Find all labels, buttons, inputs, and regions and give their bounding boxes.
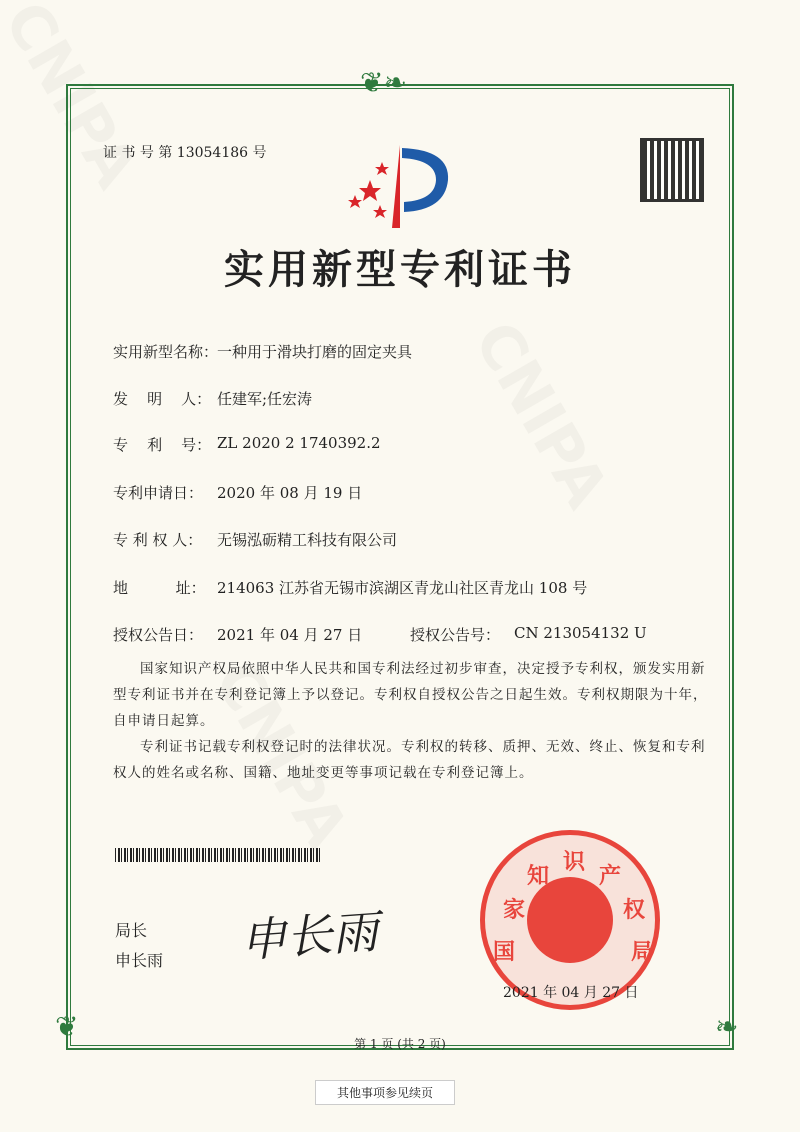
field-label: 授权公告号： xyxy=(410,626,501,644)
field-value: 214063 江苏省无锡市滨湖区青龙山社区青龙山 108 号 xyxy=(217,579,588,597)
field-value: 2021 年 04 月 27 日 xyxy=(217,626,363,644)
field-value: 任建军;任宏涛 xyxy=(217,390,313,408)
signatory-name: 申长雨 xyxy=(115,951,164,970)
field-application-date xyxy=(113,482,363,503)
field-patentee xyxy=(113,529,398,550)
official-seal: 国 家 知 识 产 权 局 xyxy=(480,830,660,1010)
barcode xyxy=(115,848,320,862)
field-value: 2020 年 08 月 19 日 xyxy=(217,484,363,502)
cnipa-logo-icon xyxy=(340,140,460,230)
seal-date: 2021 年 04 月 27 日 xyxy=(503,985,639,1001)
field-label: 专 利 权 人： xyxy=(113,531,203,549)
continued-note: 其他事项参见续页 xyxy=(315,1080,455,1105)
field-inventor xyxy=(113,388,313,409)
ornament-bottom-left: ❦ xyxy=(55,1010,79,1043)
field-label: 实用新型名称： xyxy=(113,343,219,361)
field-value: CN 213054132 U xyxy=(514,624,647,642)
field-announcement-number xyxy=(410,624,647,645)
ornament-top: ❦❧ xyxy=(360,66,407,99)
field-label: 发 明 人： xyxy=(113,390,212,408)
field-label: 授权公告日： xyxy=(113,626,204,644)
field-address xyxy=(113,577,588,598)
field-label: 地 址： xyxy=(113,579,206,597)
handwritten-signature: 申长雨 xyxy=(238,904,380,968)
ornament-bottom-right: ❧ xyxy=(715,1010,739,1043)
field-label: 专 利 号： xyxy=(113,436,212,454)
field-value: 一种用于滑块打磨的固定夹具 xyxy=(217,343,413,361)
page-number: 第 1 页 (共 2 页) xyxy=(354,1037,446,1051)
statement-paragraph: 国家知识产权局依照中华人民共和国专利法经过初步审查，决定授予专利权，颁发实用新型专利证书并在专利登记簿上予以登记。专利权自授权公告之日起生效。专利权期限为十年，自申请日起算。 xyxy=(113,661,708,729)
signatory-title: 局长 xyxy=(115,921,148,940)
certificate-number: 证 书 号 第 13054186 号 xyxy=(103,145,267,161)
field-value: ZL 2020 2 1740392.2 xyxy=(217,434,381,452)
field-utility-model-name xyxy=(113,341,413,362)
field-value: 无锡泓砺精工科技有限公司 xyxy=(217,531,398,549)
statement-paragraph: 专利证书记载专利权登记时的法律状况。专利权的转移、质押、无效、终止、恢复和专利权人的姓名或名称、国籍、地址变更等事项记载在专利登记簿上。 xyxy=(113,739,706,781)
qr-code xyxy=(640,138,704,202)
field-grant-date xyxy=(113,624,363,645)
page-title: 实用新型专利证书 xyxy=(224,246,576,293)
field-patent-number xyxy=(113,434,381,455)
field-label: 专利申请日： xyxy=(113,484,204,502)
